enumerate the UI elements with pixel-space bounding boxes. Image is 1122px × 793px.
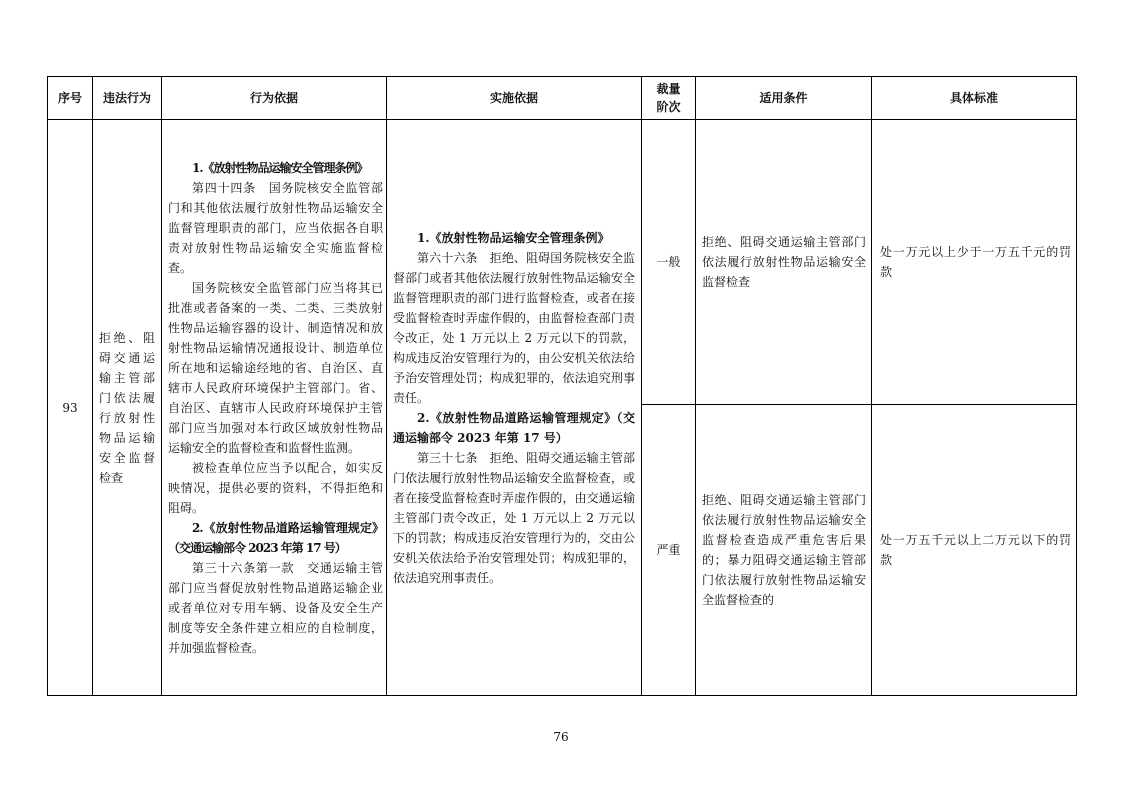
level-label: 一般	[656, 255, 681, 269]
header-level	[642, 77, 696, 120]
level-label: 严重	[656, 543, 681, 557]
header-condition	[696, 77, 872, 120]
header-standard	[872, 77, 1077, 120]
condition-text: 拒绝、阻碍交通运输主管部门依法履行放射性物品运输安全监督检查造成严重危害后果的；暴力阻碍交通运输主管部门依法履行放射性物品运输安全监督检查的	[702, 493, 866, 607]
basis-text-block	[162, 158, 386, 658]
header-implementation	[387, 77, 642, 120]
header-violation	[93, 77, 162, 120]
header-basis	[162, 77, 387, 120]
violation-text: 拒绝、阻碍交通运输主管部门依法履行放射性物品运输安全监督检查	[99, 330, 155, 485]
header-level-line-2: 阶次	[656, 100, 681, 114]
basis-paragraph: 第四十四条 国务院核安全监管部门和其他依法履行放射性物品运输安全监督管理职责的部门，应当依据各自职责对放射性物品运输安全实施监督检查。	[168, 180, 383, 275]
basis-paragraph: 国务院核安全监管部门应当将其已批准或者备案的一类、二类、三类放射性物品运输容器的设计、制造情况和放射性物品运输情况通报设计、制造单位所在地和运输途经地的省、自治区、直辖市人民政府环境保护主管部门。省、自治区、直辖市人民政府环境保护主管部门应当加强对本行政区域放射性物品运输安全的监督检查和监督性监测。	[168, 280, 383, 455]
table-row	[48, 120, 1077, 405]
cell-violation	[93, 120, 162, 696]
cell-no	[48, 120, 93, 696]
cell-basis	[162, 120, 387, 696]
header-basis-label: 行为依据	[249, 91, 298, 105]
header-condition-label: 适用条件	[759, 91, 808, 105]
header-level-line-1: 裁量	[656, 82, 681, 96]
cell-level-serious	[642, 405, 696, 696]
header-violation-label: 违法行为	[102, 91, 151, 105]
cell-standard-serious	[872, 405, 1077, 696]
condition-text: 拒绝、阻碍交通运输主管部门依法履行放射性物品运输安全监督检查	[702, 235, 866, 289]
implementation-text-block	[387, 228, 641, 588]
basis-paragraph: 第三十六条第一款 交通运输主管部门应当督促放射性物品道路运输企业或者单位对专用车辆、设备及安全生产制度等安全条件建立相应的自检制度，并加强监督检查。	[168, 560, 383, 655]
row-number: 93	[62, 400, 78, 415]
implementation-paragraph: 第六十六条 拒绝、阻碍国务院核安全监督部门或者其他依法履行放射性物品运输安全监督管理职责的部门进行监督检查，或者在接受监督检查时弄虚作假的，由监督检查部门责令改正，处 1 万元以上 2 万元以下的罚款，构成违反治安管理行为的，由公安机关依法给予治安管理处罚；构成犯罪的，依法追究刑事责任。	[393, 250, 635, 405]
cell-condition-general	[696, 120, 872, 405]
header-row	[48, 77, 1077, 120]
basis-heading-1: 1.《放射性物品运输安全管理条例》	[192, 160, 368, 175]
implementation-heading-1: 1.《放射性物品运输安全管理条例》	[417, 230, 610, 245]
standard-text: 处一万元以上少于一万五千元的罚款	[880, 245, 1071, 279]
implementation-paragraph: 第三十七条 拒绝、阻碍交通运输主管部门依法履行放射性物品运输安全监督检查，或者在接受监督检查时弄虚作假的，由交通运输主管部门责令改正，处 1 万元以上 2 万元以下的罚款；构成违反治安管理行为的，交由公安机关依法给予治安管理处罚；构成犯罪的，依法追究刑事责任。	[393, 450, 635, 585]
basis-paragraph: 被检查单位应当予以配合，如实反映情况，提供必要的资料，不得拒绝和阻碍。	[168, 460, 383, 515]
penalty-standard-table	[47, 76, 1077, 696]
page-number: 76	[553, 730, 569, 744]
cell-level-general	[642, 120, 696, 405]
standard-text: 处一万五千元以上二万元以下的罚款	[880, 533, 1071, 567]
basis-heading-2: 2.《放射性物品道路运输管理规定》（交通运输部令 2023 年第 17 号）	[168, 520, 383, 555]
header-no	[48, 77, 93, 120]
cell-implementation	[387, 120, 642, 696]
header-implementation-label: 实施依据	[489, 91, 538, 105]
implementation-heading-2: 2.《放射性物品道路运输管理规定》（交通运输部令 2023 年第 17 号）	[393, 410, 635, 445]
header-standard-label: 具体标准	[949, 91, 998, 105]
header-no-label: 序号	[57, 91, 82, 105]
cell-standard-general	[872, 120, 1077, 405]
cell-condition-serious	[696, 405, 872, 696]
